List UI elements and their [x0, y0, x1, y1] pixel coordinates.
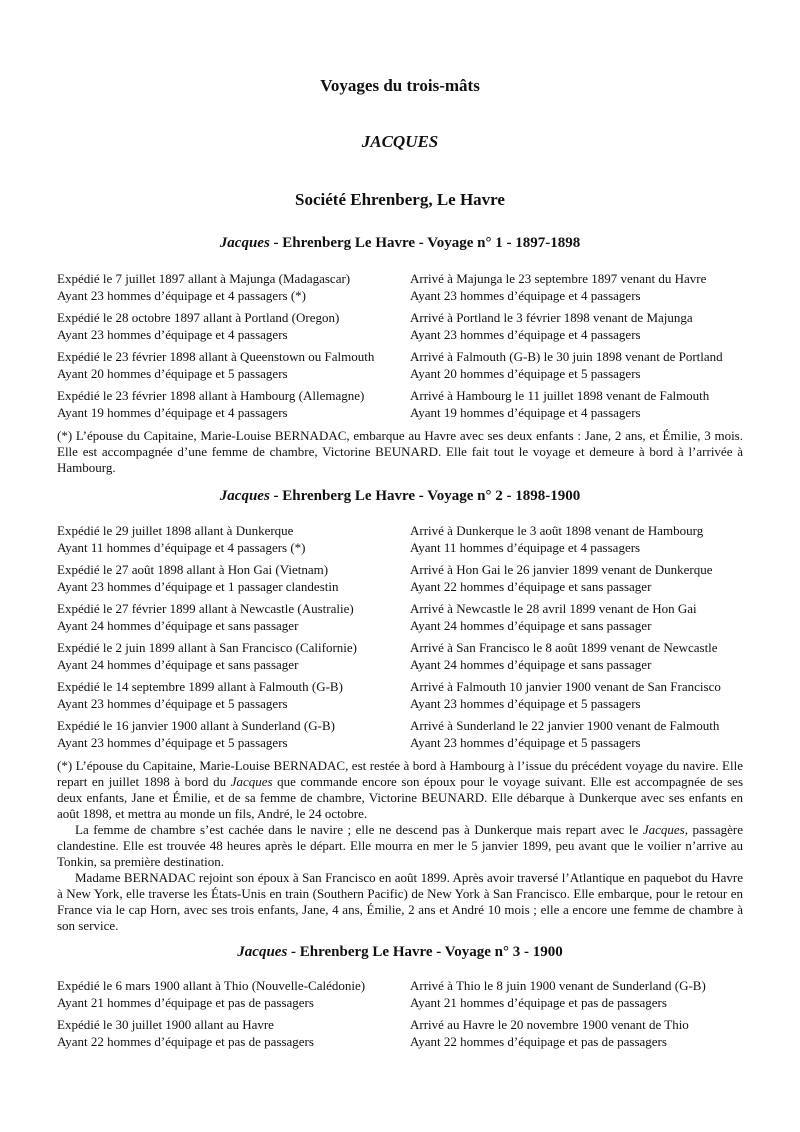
note-text: (*) L’épouse du Capitaine, Marie-Louise BERNADAC, est restée à bord à Hambourg à l’issue du précédent voyage du navire. Elle repart en juillet 1898 à bord du [57, 758, 743, 789]
voyage-2-heading [0, 488, 800, 505]
crew-line: Ayant 22 hommes d’équipage et pas de passagers [410, 1033, 667, 1049]
departure-line: Expédié le 29 juillet 1898 allant à Dunkerque [57, 523, 294, 538]
crew-line: Ayant 23 hommes d’équipage et 4 passagers [410, 326, 641, 342]
arrival-line: Arrivé à Falmouth 10 janvier 1900 venant de San Francisco [410, 679, 721, 694]
note-text: La femme de chambre s’est cachée dans le navire ; elle ne descend pas à Dunkerque mais repart avec le [75, 822, 643, 837]
crew-line: Ayant 23 hommes d’équipage et 5 passagers [410, 695, 641, 711]
crew-line: Ayant 24 hommes d’équipage et sans passager [410, 617, 652, 633]
crew-line: Ayant 20 hommes d’équipage et 5 passagers [57, 365, 288, 381]
arrival-line: Arrivé à Falmouth (G-B) le 30 juin 1898 venant de Portland [410, 349, 723, 364]
ship-name-heading: JACQUES [361, 132, 439, 151]
arrival-line: Arrivé au Havre le 20 novembre 1900 venant de Thio [410, 1017, 689, 1032]
crew-line: Ayant 21 hommes d’équipage et pas de passagers [410, 994, 667, 1010]
crew-line: Ayant 22 hommes d’équipage et pas de passagers [57, 1033, 314, 1049]
departure-entry [57, 1017, 427, 1050]
document-title: Voyages du trois-mâts [320, 76, 480, 95]
crew-line: Ayant 23 hommes d’équipage et 1 passager clandestin [57, 578, 339, 594]
note-text: que commande encore son époux pour le voyage suivant. Elle est accompagnée de ses deux enfants, Jane et Émilie, et de sa femme de chambre, Victorine BEUNARD. Elle débarque à Dunkerque avec ses enfants en août 1898, et mettra au monde un fils, André, le 24 octobre. [57, 774, 743, 821]
arrival-entry [410, 601, 780, 634]
voyage-heading-text: - Ehrenberg Le Havre - Voyage n° 3 - 1900 [287, 944, 563, 960]
departure-line: Expédié le 23 février 1898 allant à Hambourg (Allemagne) [57, 388, 365, 403]
departure-entry [57, 718, 427, 751]
arrival-line: Arrivé à Hon Gai le 26 janvier 1899 venant de Dunkerque [410, 562, 713, 577]
crew-line: Ayant 23 hommes d’équipage et 4 passagers [57, 326, 288, 342]
voyage-heading-text: - Ehrenberg Le Havre - Voyage n° 1 - 1897-1898 [269, 235, 581, 251]
crew-line: Ayant 23 hommes d’équipage et 4 passagers [410, 287, 641, 303]
departure-entry [57, 349, 427, 382]
departure-line: Expédié le 2 juin 1899 allant à San Francisco (Californie) [57, 640, 357, 655]
crew-line: Ayant 23 hommes d’équipage et 5 passagers [410, 734, 641, 750]
crew-line: Ayant 23 hommes d’équipage et 5 passagers [57, 695, 288, 711]
note-paragraph: Madame BERNADAC rejoint son époux à San Francisco en août 1899. Après avoir traversé l’Atlantique en paquebot du Havre à New York, elle traverse les États-Unis en train (Southern Pacific) de New York à San Francisco. Elle embarque, pour le retour en France via le cap Horn, avec ses trois enfants, Jane, 4 ans, Émilie, 2 ans et André 10 mois ; elle a encore une femme de chambre à son service. [57, 870, 743, 933]
arrival-entry [410, 271, 780, 304]
crew-line: Ayant 11 hommes d’équipage et 4 passagers (*) [57, 539, 306, 555]
departure-line: Expédié le 28 octobre 1897 allant à Portland (Oregon) [57, 310, 340, 325]
arrival-line: Arrivé à Thio le 8 juin 1900 venant de Sunderland (G-B) [410, 978, 706, 993]
arrival-line: Arrivé à Newcastle le 28 avril 1899 venant de Hon Gai [410, 601, 697, 616]
note-paragraph: (*) L’épouse du Capitaine, Marie-Louise BERNADAC, embarque au Havre avec ses deux enfants : Jane, 2 ans, et Émilie, 3 mois. Elle est accompagnée d’une femme de chambre, Victorine BEUNARD. Elle fait tout le voyage et demeure à bord à l’arrivée à Hambourg. [57, 428, 743, 475]
voyage-ship-name: Jacques [219, 488, 270, 504]
note-paragraph [57, 758, 743, 822]
departure-entry [57, 310, 427, 343]
note-paragraph [57, 822, 743, 870]
arrival-line: Arrivé à Hambourg le 11 juillet 1898 venant de Falmouth [410, 388, 710, 403]
crew-line: Ayant 24 hommes d’équipage et sans passager [410, 656, 652, 672]
departure-line: Expédié le 23 février 1898 allant à Queenstown ou Falmouth [57, 349, 375, 364]
arrival-entry [410, 640, 780, 673]
departure-entry [57, 978, 427, 1011]
crew-line: Ayant 11 hommes d’équipage et 4 passagers [410, 539, 641, 555]
departure-entry [57, 679, 427, 712]
voyage-ship-name: Jacques [219, 235, 270, 251]
crew-line: Ayant 24 hommes d’équipage et sans passager [57, 656, 299, 672]
departure-entry [57, 523, 427, 556]
note-text: , passagère clandestine. Elle est trouvée 48 heures après le départ. Elle mourra en mer le 5 janvier 1899, peu avant que le voilier n’arrive au Tonkin, sa première destination. [57, 822, 743, 869]
departure-line: Expédié le 16 janvier 1900 allant à Sunderland (G-B) [57, 718, 335, 733]
crew-line: Ayant 19 hommes d’équipage et 4 passagers [57, 404, 288, 420]
departure-line: Expédié le 27 août 1898 allant à Hon Gai (Vietnam) [57, 562, 329, 577]
departure-entry [57, 601, 427, 634]
voyage-1-note [57, 428, 743, 476]
arrival-entry [410, 310, 780, 343]
departure-line: Expédié le 30 juillet 1900 allant au Havre [57, 1017, 274, 1032]
crew-line: Ayant 19 hommes d’équipage et 4 passagers [410, 404, 641, 420]
departure-line: Expédié le 27 février 1899 allant à Newcastle (Australie) [57, 601, 354, 616]
arrival-line: Arrivé à San Francisco le 8 août 1899 venant de Newcastle [410, 640, 718, 655]
voyage-3-heading [0, 944, 800, 961]
departure-line: Expédié le 14 septembre 1899 allant à Falmouth (G-B) [57, 679, 343, 694]
crew-line: Ayant 23 hommes d’équipage et 4 passagers (*) [57, 287, 306, 303]
crew-line: Ayant 24 hommes d’équipage et sans passager [57, 617, 299, 633]
arrival-entry [410, 523, 780, 556]
company-heading: Société Ehrenberg, Le Havre [295, 190, 505, 209]
departure-entry [57, 640, 427, 673]
note-ship-name: Jacques [642, 822, 685, 837]
arrival-entry [410, 388, 780, 421]
departure-entry [57, 562, 427, 595]
crew-line: Ayant 21 hommes d’équipage et pas de passagers [57, 994, 314, 1010]
voyage-1-heading [0, 235, 800, 252]
departure-line: Expédié le 6 mars 1900 allant à Thio (Nouvelle-Calédonie) [57, 978, 366, 993]
crew-line: Ayant 22 hommes d’équipage et sans passager [410, 578, 652, 594]
arrival-line: Arrivé à Portland le 3 février 1898 venant de Majunga [410, 310, 693, 325]
arrival-entry [410, 978, 780, 1011]
arrival-line: Arrivé à Sunderland le 22 janvier 1900 venant de Falmouth [410, 718, 720, 733]
voyage-2-note [57, 758, 743, 934]
departure-entry [57, 271, 427, 304]
crew-line: Ayant 23 hommes d’équipage et 5 passagers [57, 734, 288, 750]
voyage-heading-text: - Ehrenberg Le Havre - Voyage n° 2 - 1898-1900 [269, 488, 581, 504]
arrival-line: Arrivé à Dunkerque le 3 août 1898 venant de Hambourg [410, 523, 704, 538]
arrival-entry [410, 1017, 780, 1050]
arrival-entry [410, 718, 780, 751]
arrival-entry [410, 679, 780, 712]
arrival-line: Arrivé à Majunga le 23 septembre 1897 venant du Havre [410, 271, 707, 286]
voyage-ship-name: Jacques [237, 944, 288, 960]
arrival-entry [410, 562, 780, 595]
departure-entry [57, 388, 427, 421]
note-ship-name: Jacques [230, 774, 273, 789]
arrival-entry [410, 349, 780, 382]
crew-line: Ayant 20 hommes d’équipage et 5 passagers [410, 365, 641, 381]
departure-line: Expédié le 7 juillet 1897 allant à Majunga (Madagascar) [57, 271, 351, 286]
